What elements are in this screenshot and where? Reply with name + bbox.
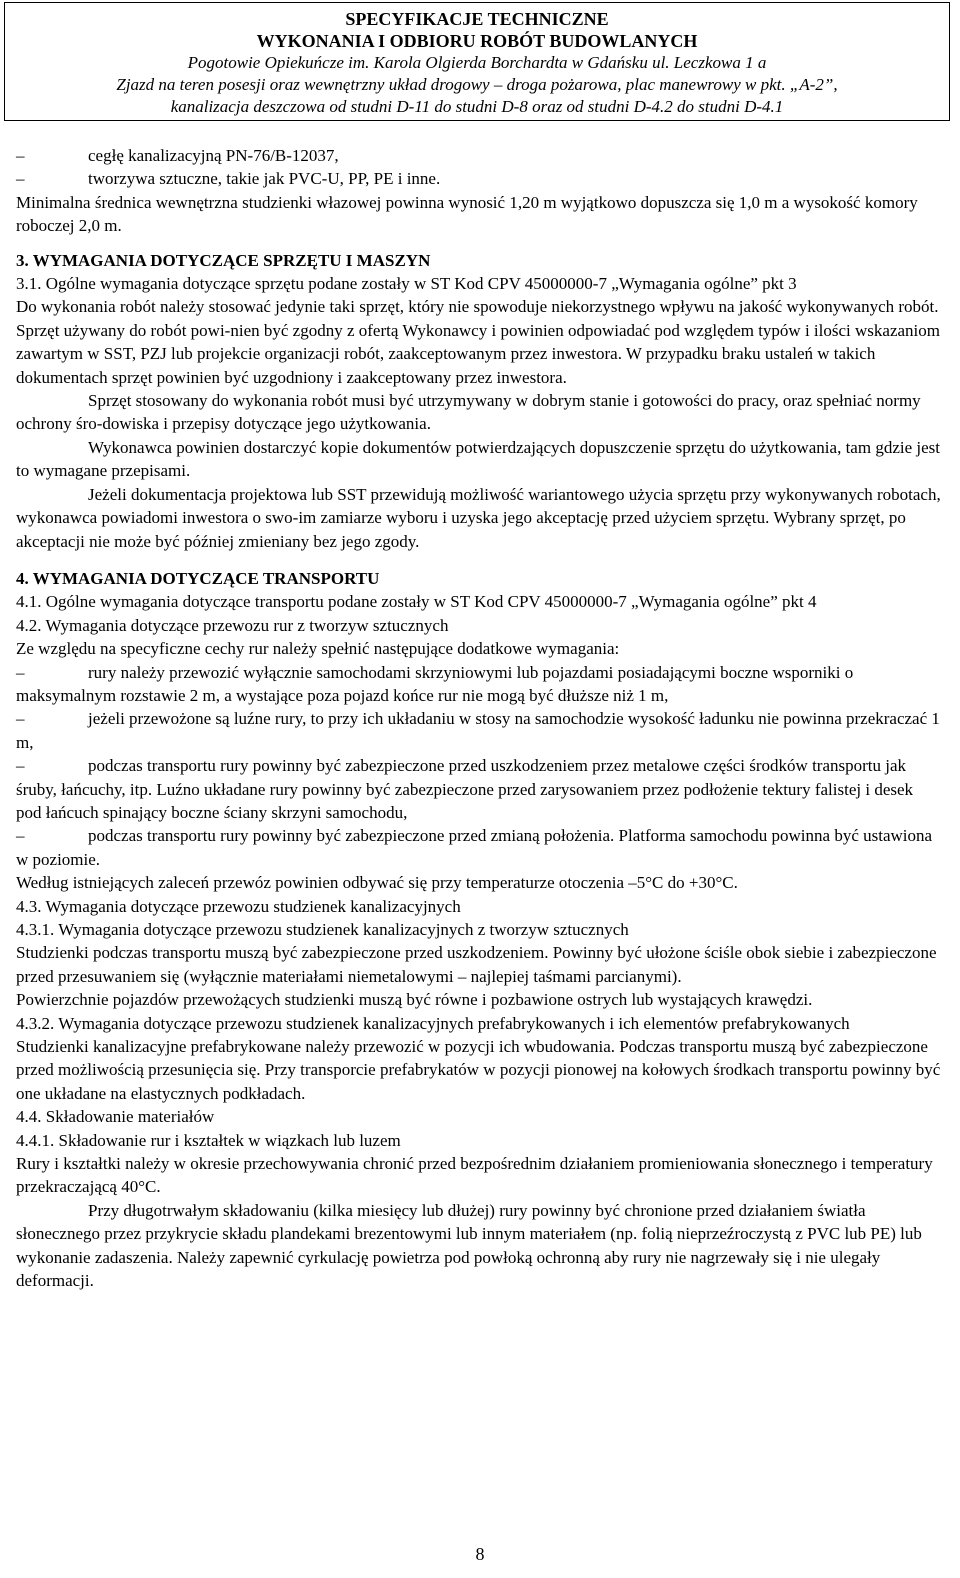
- header-subtitle: WYKONANIA I ODBIORU ROBÓT BUDOWLANYCH: [256, 31, 698, 51]
- list-item: – rury należy przewozić wyłącznie samochodami skrzyniowymi lub pojazdami posiadającymi boczne wsporniki o maksymalnym rozstawie 2 m, a wystające poza pojazd końce rur nie mogą być dłuższe niż 1 m,: [16, 662, 854, 705]
- dash-bullet: –: [16, 662, 25, 682]
- subheading: 4.3.1. Wymagania dotyczące przewozu studzienek kanalizacyjnych z tworzyw sztucznych: [16, 920, 629, 939]
- paragraph: Powierzchnie pojazdów przewożących studzienki muszą być równe i pozbawione ostrych lub wystających krawędzi.: [16, 990, 813, 1010]
- document-body: [16, 144, 941, 1293]
- header-scope-2: kanalizacja deszczowa od studni D-11 do studni D-8 oraz od studni D-4.2 do studni D-4.1: [170, 97, 784, 116]
- paragraph: Jeżeli dokumentacja projektowa lub SST przewidują możliwość wariantowego użycia sprzętu przy wykonywanych robotach, wykonawca powiadomi inwestora o swo-im zamiarze wyboru i uzyska jego akceptację przed użyciem sprzętu. Wybrany sprzęt, po akceptacji nie może być później zmieniany bez jego zgody.: [16, 484, 941, 551]
- section-heading-3: 3. WYMAGANIA DOTYCZĄCE SPRZĘTU I MASZYN: [16, 250, 431, 270]
- header-institution: Pogotowie Opiekuńcze im. Karola Olgierda Borchardta w Gdańsku ul. Leczkowa 1 a: [187, 53, 767, 72]
- header-title: SPECYFIKACJE TECHNICZNE: [345, 9, 609, 29]
- dash-bullet: –: [16, 756, 25, 776]
- paragraph: 3.1. Ogólne wymagania dotyczące sprzętu podane zostały w ST Kod CPV 45000000-7 „Wymagania ogólne” pkt 3: [16, 274, 797, 294]
- list-item: – tworzywa sztuczne, takie jak PVC-U, PP, PE i inne.: [16, 167, 941, 190]
- document-header: [4, 2, 950, 121]
- list-item: – podczas transportu rury powinny być zabezpieczone przed zmianą położenia. Platforma samochodu powinna być ustawiona w poziomie.: [16, 826, 933, 869]
- subheading: 4.3. Wymagania dotyczące przewozu studzienek kanalizacyjnych: [16, 896, 461, 916]
- dash-bullet: –: [16, 146, 25, 165]
- list-item: – podczas transportu rury powinny być zabezpieczone przed uszkodzeniem przez metalowe części środków transportu jak śruby, łańcuchy, itp. Luźno układane rury powinny być zabezpieczone przed zarysowaniem przez podłożenie tektury falistej i desek pod łańcuch spinający boczne ściany skrzyni samochodu,: [16, 756, 914, 822]
- header-scope-1: Zjazd na teren posesji oraz wewnętrzny układ drogowy – droga pożarowa, plac manewrowy w pkt. „A-2”,: [116, 75, 838, 94]
- subheading: 4.2. Wymagania dotyczące przewozu rur z tworzyw sztucznych: [16, 615, 449, 635]
- paragraph: Minimalna średnica wewnętrzna studzienki włazowej powinna wynosić 1,20 m wyjątkowo dopuszcza się 1,0 m a wysokość komory roboczej 2,0 m.: [16, 192, 918, 236]
- list-item: – jeżeli przewożone są luźne rury, to przy ich układaniu w stosy na samochodzie wysokość ładunku nie powinna przekraczać 1 m,: [16, 709, 940, 752]
- section-heading-4: 4. WYMAGANIA DOTYCZĄCE TRANSPORTU: [16, 568, 380, 588]
- subheading: 4.4.1. Składowanie rur i kształtek w wiązkach lub luzem: [16, 1130, 401, 1150]
- page-number: 8: [475, 1544, 485, 1564]
- subheading: 4.4. Składowanie materiałów: [16, 1107, 215, 1127]
- paragraph: Do wykonania robót należy stosować jedynie taki sprzęt, który nie spowoduje niekorzystnego wpływu na jakość wykonywanych robót. Sprzęt używany do robót powi-nien być zgodny z ofertą Wykonawcy i powinien odpowiadać pod względem typów i ilości wskazaniom zawartym w SST, PZJ lub projekcie organizacji robót, zaakceptowanym przez inwestora. W przypadku braku ustaleń w takich dokumentach sprzęt powinien być uzgodniony i zaakceptowany przez inwestora.: [16, 297, 940, 387]
- paragraph: Wykonawca powinien dostarczyć kopie dokumentów potwierdzających dopuszczenie sprzętu do użytkowania, tam gdzie jest to wymagane przepisami.: [16, 437, 940, 481]
- paragraph: Ze względu na specyficzne cechy rur należy spełnić następujące dodatkowe wymagania:: [16, 639, 620, 659]
- paragraph: Studzienki podczas transportu muszą być zabezpieczone przed uszkodzeniem. Powinny być ułożone ściśle obok siebie i zabezpieczone przed przesuwaniem się (wyłącznie materiałami niemetalowymi – najlepiej taśmami parcianymi).: [16, 943, 937, 986]
- paragraph: 4.1. Ogólne wymagania dotyczące transportu podane zostały w ST Kod CPV 45000000-7 „Wymagania ogólne” pkt 4: [16, 592, 817, 612]
- paragraph: Przy długotrwałym składowaniu (kilka miesięcy lub dłużej) rury powinny być chronione przed działaniem światła słonecznego przez przykrycie składu plandekami brezentowymi lub innym materiałem (np. folią nieprzeźroczystą z PVC lub PE) lub wykonanie zadaszenia. Należy zapewnić cyrkulację powietrza pod powłoką ochronną aby rury nie nagrzewały się i nie ulegały deformacji.: [16, 1200, 922, 1291]
- dash-bullet: –: [16, 709, 25, 729]
- paragraph: Rury i kształtki należy w okresie przechowywania chronić przed bezpośrednim działaniem promieniowania słonecznego i temperatury przekraczającą 40°C.: [16, 1154, 933, 1197]
- paragraph: Studzienki kanalizacyjne prefabrykowane należy przewozić w pozycji ich wbudowania. Podczas transportu muszą być zabezpieczone przed możliwością przesunięcia się. Przy transporcie prefabrykatów w pozycji pionowej na kołowych środkach transportu powinny być one układane na elastycznych podkładach.: [16, 1037, 941, 1103]
- paragraph: Według istniejących zaleceń przewóz powinien odbywać się przy temperaturze otoczenia –5°C do +30°C.: [16, 873, 738, 893]
- subheading: 4.3.2. Wymagania dotyczące przewozu studzienek kanalizacyjnych prefabrykowanych i ich elementów prefabrykowanych: [16, 1013, 850, 1033]
- paragraph: Sprzęt stosowany do wykonania robót musi być utrzymywany w dobrym stanie i gotowości do pracy, oraz spełniać normy ochrony śro-dowiska i przepisy dotyczące jego użytkowania.: [16, 391, 921, 434]
- dash-bullet: –: [16, 826, 25, 846]
- list-item: – cegłę kanalizacyjną PN-76/B-12037,: [16, 144, 941, 167]
- dash-bullet: –: [16, 169, 25, 189]
